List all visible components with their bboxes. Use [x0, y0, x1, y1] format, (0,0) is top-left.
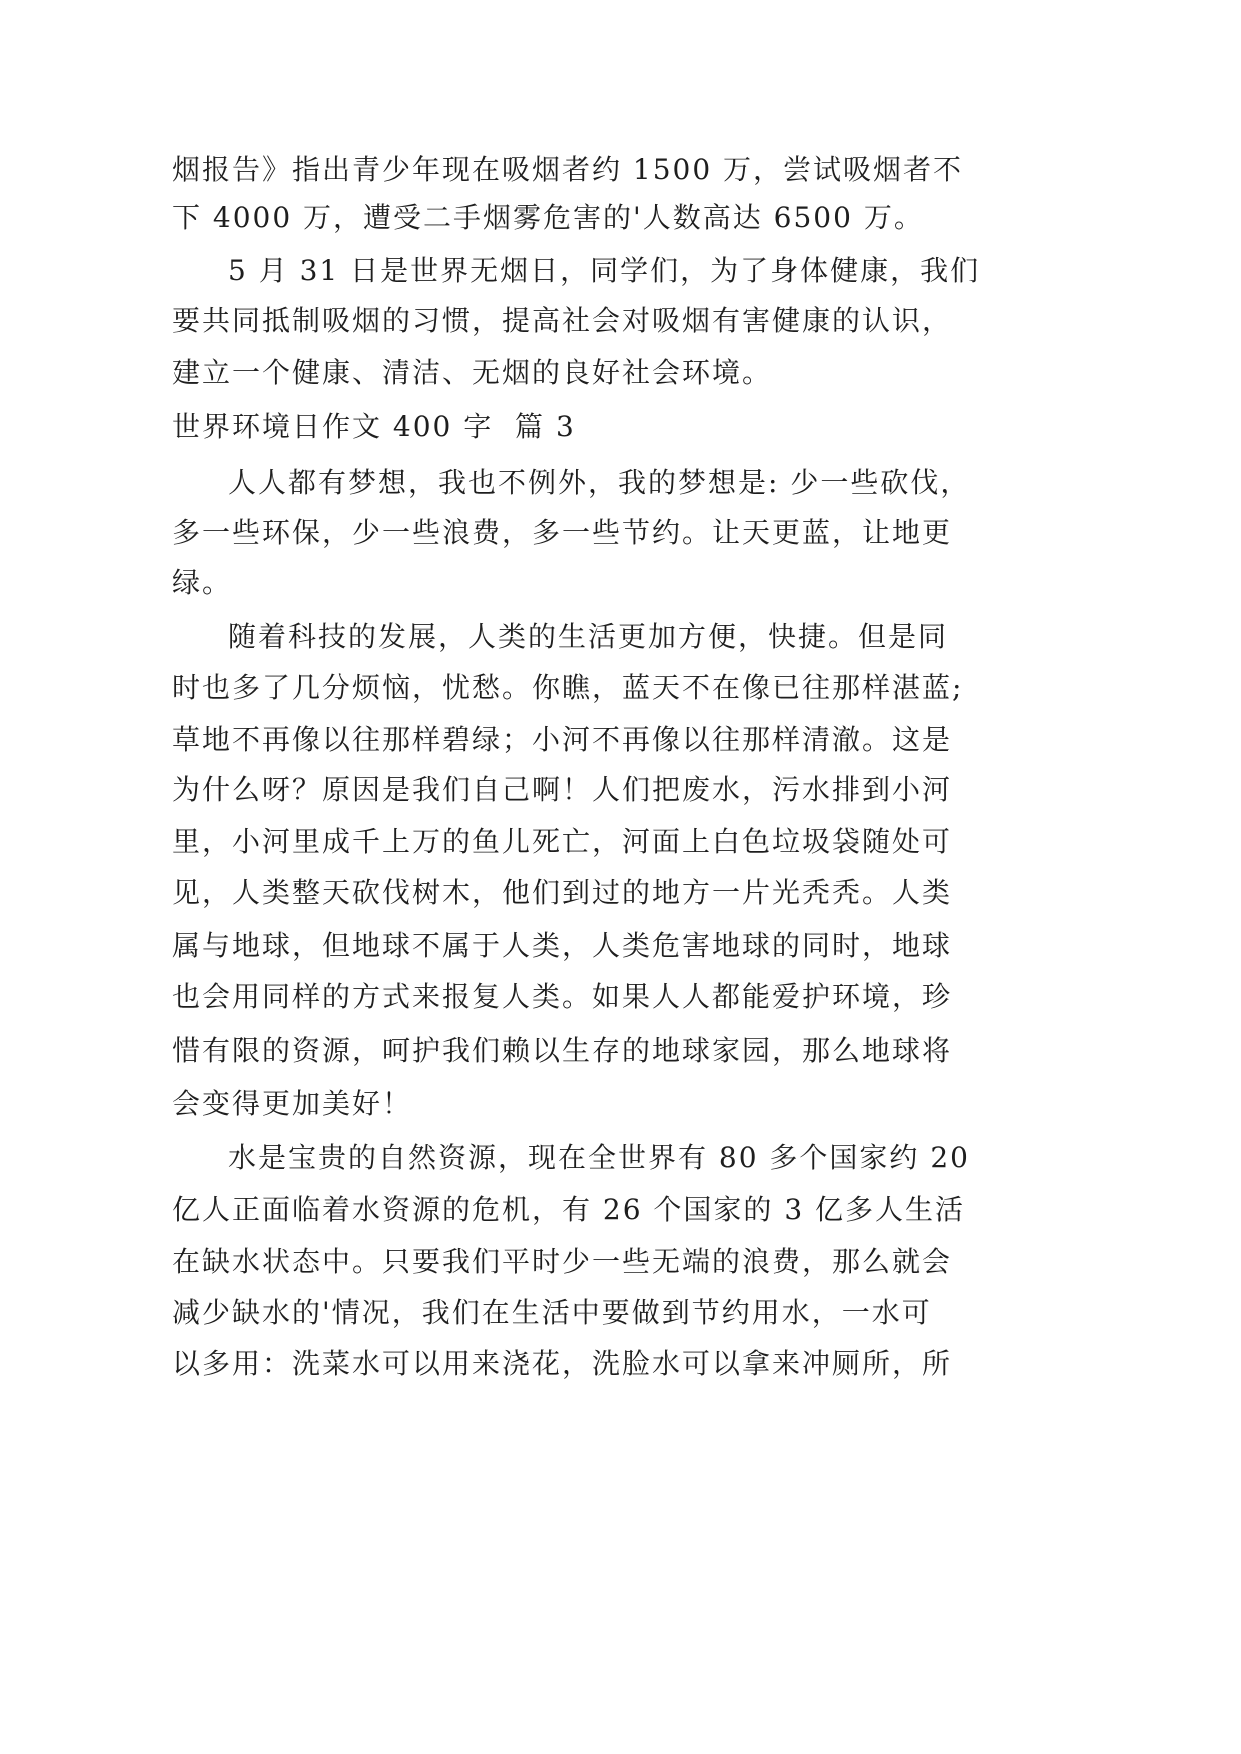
text-line: 以多用：洗菜水可以用来浇花，洗脸水可以拿来冲厕所，所 — [172, 1347, 953, 1380]
text-line: 水是宝贵的自然资源，现在全世界有 80 多个国家约 20 — [228, 1141, 970, 1174]
text-line: 下 4000 万，遭受二手烟雾危害的'人数高达 6500 万。 — [172, 201, 924, 234]
text-line: 草地不再像以往那样碧绿；小河不再像以往那样清澈。这是 — [172, 723, 953, 756]
text-line: 减少缺水的'情况，我们在生活中要做到节约用水，一水可 — [172, 1296, 932, 1329]
text-line: 要共同抵制吸烟的习惯，提高社会对吸烟有害健康的认识， — [172, 304, 953, 337]
text-line: 在缺水状态中。只要我们平时少一些无端的浪费，那么就会 — [172, 1245, 953, 1278]
text-line: 见，人类整天砍伐树木，他们到过的地方一片光秃秃。人类 — [172, 876, 953, 909]
text-line: 多一些环保，少一些浪费，多一些节约。让天更蓝，让地更 — [172, 516, 953, 549]
text-line: 随着科技的发展，人类的生活更加方便，快捷。但是同 — [228, 620, 949, 653]
text-line: 为什么呀？原因是我们自己啊！人们把废水，污水排到小河 — [172, 773, 953, 806]
text-line: 里，小河里成千上万的鱼儿死亡，河面上白色垃圾袋随处可 — [172, 825, 953, 858]
text-line: 亿人正面临着水资源的危机，有 26 个国家的 3 亿多人生活 — [172, 1193, 966, 1226]
text-line: 时也多了几分烦恼，忧愁。你瞧，蓝天不在像已往那样湛蓝; — [172, 671, 964, 704]
text-line: 建立一个健康、清洁、无烟的良好社会环境。 — [172, 356, 773, 389]
text-line: 人人都有梦想，我也不例外，我的梦想是: 少一些砍伐， — [228, 466, 971, 499]
text-line: 属与地球，但地球不属于人类，人类危害地球的同时，地球 — [172, 929, 953, 962]
text-line: 惜有限的资源，呵护我们赖以生存的地球家园，那么地球将 — [172, 1034, 953, 1067]
text-line: 会变得更加美好！ — [172, 1087, 413, 1120]
text-line: 5 月 31 日是世界无烟日，同学们，为了身体健康，我们 — [228, 254, 981, 287]
text-line: 绿。 — [172, 566, 233, 599]
text-line: 也会用同样的方式来报复人类。如果人人都能爱护环境，珍 — [172, 980, 953, 1013]
section-heading: 世界环境日作文 400 字 篇 3 — [172, 410, 576, 443]
text-line: 烟报告》指出青少年现在吸烟者约 1500 万，尝试吸烟者不 — [172, 153, 964, 186]
